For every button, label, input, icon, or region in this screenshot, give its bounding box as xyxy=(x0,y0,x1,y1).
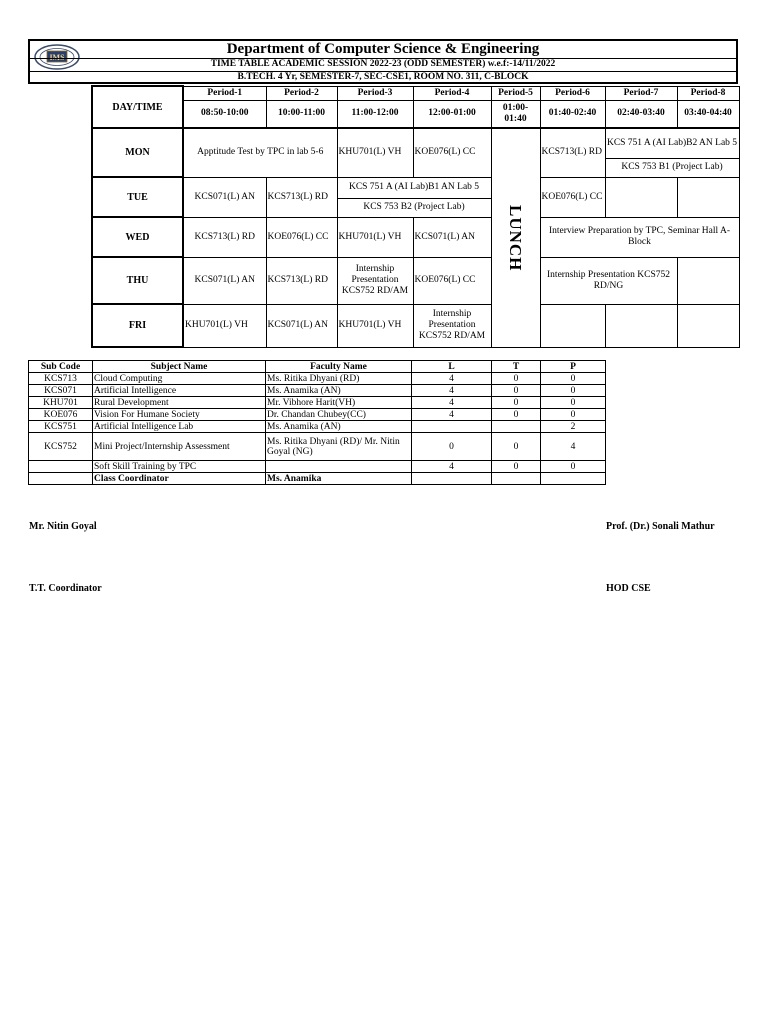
slot-thu-p2: KCS713(L) RD xyxy=(266,257,337,304)
sub-t: 0 xyxy=(492,397,541,409)
slot-fri-p2: KCS071(L) AN xyxy=(266,304,337,347)
lunch-cell xyxy=(491,128,540,347)
slot-fri-p8 xyxy=(677,304,739,347)
subject-row xyxy=(29,409,606,421)
sub-code: KHU701 xyxy=(29,397,93,409)
period-time: 11:00-12:00 xyxy=(337,100,413,128)
sub-t xyxy=(492,421,541,433)
period-header: Period-8 xyxy=(677,86,739,100)
sub-l: 4 xyxy=(412,373,492,385)
column-header: Faculty Name xyxy=(266,361,412,373)
period-time: 01:00-01:40 xyxy=(491,100,540,128)
timetable-header xyxy=(28,39,738,84)
hod-name: Prof. (Dr.) Sonali Mathur xyxy=(606,521,715,532)
slot-tue-p6: KOE076(L) CC xyxy=(540,177,605,217)
slot-thu-p4: KOE076(L) CC xyxy=(413,257,491,304)
logo-text: IMS xyxy=(49,53,65,62)
slot-mon-p4: KOE076(L) CC xyxy=(413,128,491,177)
period-header: Period-3 xyxy=(337,86,413,100)
column-header: L xyxy=(412,361,492,373)
sub-l: 4 xyxy=(412,461,492,473)
sub-code: KCS713 xyxy=(29,373,93,385)
lunch-label: LUNCH xyxy=(506,204,525,271)
sub-t: 0 xyxy=(492,373,541,385)
sub-name: Mini Project/Internship Assessment xyxy=(93,433,266,461)
day-label-fri: FRI xyxy=(92,304,183,347)
sub-l: 4 xyxy=(412,385,492,397)
slot-wed-p1: KCS713(L) RD xyxy=(183,217,266,257)
sub-code: KCS071 xyxy=(29,385,93,397)
slot-mon-p1-2: Apptitude Test by TPC in lab 5-6 xyxy=(183,128,337,177)
subject-row xyxy=(29,421,606,433)
column-header: T xyxy=(492,361,541,373)
sub-l: 0 xyxy=(412,433,492,461)
day-label-wed: WED xyxy=(92,217,183,257)
slot-fri-p4: Internship Presentation KCS752 RD/AM xyxy=(413,304,491,347)
subject-table xyxy=(28,360,606,485)
period-header: Period-7 xyxy=(605,86,677,100)
slot-wed-p4: KCS071(L) AN xyxy=(413,217,491,257)
sub-t: 0 xyxy=(492,409,541,421)
sub-faculty xyxy=(266,461,412,473)
sub-p: 0 xyxy=(541,397,606,409)
sub-name: Soft Skill Training by TPC xyxy=(93,461,266,473)
sub-code: KOE076 xyxy=(29,409,93,421)
coordinator-blank xyxy=(541,473,606,485)
coordinator-name: Ms. Anamika xyxy=(266,473,412,485)
sub-p: 4 xyxy=(541,433,606,461)
class-line: B.TECH. 4 Yr, SEMESTER-7, SEC-CSE1, ROOM NO. 311, C-BLOCK xyxy=(237,72,529,82)
department-title: Department of Computer Science & Engineering xyxy=(30,41,736,59)
period-time: 08:50-10:00 xyxy=(183,100,266,128)
slot-thu-p8 xyxy=(677,257,739,304)
sub-name: Cloud Computing xyxy=(93,373,266,385)
subject-row xyxy=(29,373,606,385)
sub-faculty: Ms. Ritika Dhyani (RD)/ Mr. Nitin Goyal (NG) xyxy=(266,433,412,461)
slot-thu-p1: KCS071(L) AN xyxy=(183,257,266,304)
coordinator-blank xyxy=(29,473,93,485)
sub-l: 4 xyxy=(412,409,492,421)
sub-name: Artificial Intelligence xyxy=(93,385,266,397)
coordinator-label: Class Coordinator xyxy=(93,473,266,485)
slot-mon-p7-8b: KCS 753 B1 (Project Lab) xyxy=(605,158,739,177)
subject-row xyxy=(29,397,606,409)
period-header: Period-6 xyxy=(540,86,605,100)
slot-wed-p3: KHU701(L) VH xyxy=(337,217,413,257)
sub-t: 0 xyxy=(492,461,541,473)
subject-row xyxy=(29,385,606,397)
sub-code: KCS751 xyxy=(29,421,93,433)
sub-p: 0 xyxy=(541,373,606,385)
day-label-mon: MON xyxy=(92,128,183,177)
sub-code: KCS752 xyxy=(29,433,93,461)
subject-row xyxy=(29,461,606,473)
period-header: Period-2 xyxy=(266,86,337,100)
coordinator-blank xyxy=(492,473,541,485)
tt-coordinator-role: T.T. Coordinator xyxy=(29,583,102,594)
slot-fri-p1: KHU701(L) VH xyxy=(183,304,266,347)
slot-mon-p3: KHU701(L) VH xyxy=(337,128,413,177)
slot-mon-p6: KCS713(L) RD xyxy=(540,128,605,177)
slot-tue-p3-4a: KCS 751 A (AI Lab)B1 AN Lab 5 xyxy=(337,177,491,198)
column-header: Sub Code xyxy=(29,361,93,373)
sub-t: 0 xyxy=(492,385,541,397)
sub-faculty: Ms. Ritika Dhyani (RD) xyxy=(266,373,412,385)
slot-fri-p3: KHU701(L) VH xyxy=(337,304,413,347)
day-label-thu: THU xyxy=(92,257,183,304)
sub-l xyxy=(412,421,492,433)
period-time: 01:40-02:40 xyxy=(540,100,605,128)
period-time: 03:40-04:40 xyxy=(677,100,739,128)
sub-name: Rural Development xyxy=(93,397,266,409)
timetable-grid xyxy=(91,85,740,348)
sub-faculty: Dr. Chandan Chubey(CC) xyxy=(266,409,412,421)
column-header: Subject Name xyxy=(93,361,266,373)
sub-t: 0 xyxy=(492,433,541,461)
slot-wed-p2: KOE076(L) CC xyxy=(266,217,337,257)
session-line: TIME TABLE ACADEMIC SESSION 2022-23 (ODD SEMESTER) w.e.f:-14/11/2022 xyxy=(30,58,736,72)
sub-p: 2 xyxy=(541,421,606,433)
period-time: 12:00-01:00 xyxy=(413,100,491,128)
sub-p: 0 xyxy=(541,409,606,421)
sub-code xyxy=(29,461,93,473)
period-header: Period-1 xyxy=(183,86,266,100)
day-label-tue: TUE xyxy=(92,177,183,217)
period-time: 02:40-03:40 xyxy=(605,100,677,128)
slot-tue-p7 xyxy=(605,177,677,217)
sub-faculty: Ms. Anamika (AN) xyxy=(266,385,412,397)
sub-faculty: Mr. Vibhore Harit(VH) xyxy=(266,397,412,409)
coordinator-blank xyxy=(412,473,492,485)
sub-name: Vision For Humane Society xyxy=(93,409,266,421)
column-header: P xyxy=(541,361,606,373)
slot-thu-p3: Internship Presentation KCS752 RD/AM xyxy=(337,257,413,304)
slot-tue-p8 xyxy=(677,177,739,217)
slot-fri-p6 xyxy=(540,304,605,347)
subject-row xyxy=(29,433,606,461)
subject-header-row xyxy=(29,361,606,373)
sub-p: 0 xyxy=(541,385,606,397)
tt-coordinator-name: Mr. Nitin Goyal xyxy=(29,521,97,532)
coordinator-row xyxy=(29,473,606,485)
sub-p: 0 xyxy=(541,461,606,473)
sub-l: 4 xyxy=(412,397,492,409)
slot-mon-p7-8a: KCS 751 A (AI Lab)B2 AN Lab 5 xyxy=(605,128,739,158)
slot-tue-p3-4b: KCS 753 B2 (Project Lab) xyxy=(337,198,491,217)
slot-thu-p6-7: Internship Presentation KCS752 RD/NG xyxy=(540,257,677,304)
period-header: Period-5 xyxy=(491,86,540,100)
slot-tue-p2: KCS713(L) RD xyxy=(266,177,337,217)
hod-role: HOD CSE xyxy=(606,583,651,594)
period-time: 10:00-11:00 xyxy=(266,100,337,128)
day-time-header: DAY/TIME xyxy=(92,86,183,128)
slot-tue-p1: KCS071(L) AN xyxy=(183,177,266,217)
slot-wed-p6-8: Interview Preparation by TPC, Seminar Hall A-Block xyxy=(540,217,739,257)
slot-fri-p7 xyxy=(605,304,677,347)
sub-name: Artificial Intelligence Lab xyxy=(93,421,266,433)
period-header: Period-4 xyxy=(413,86,491,100)
sub-faculty: Ms. Anamika (AN) xyxy=(266,421,412,433)
